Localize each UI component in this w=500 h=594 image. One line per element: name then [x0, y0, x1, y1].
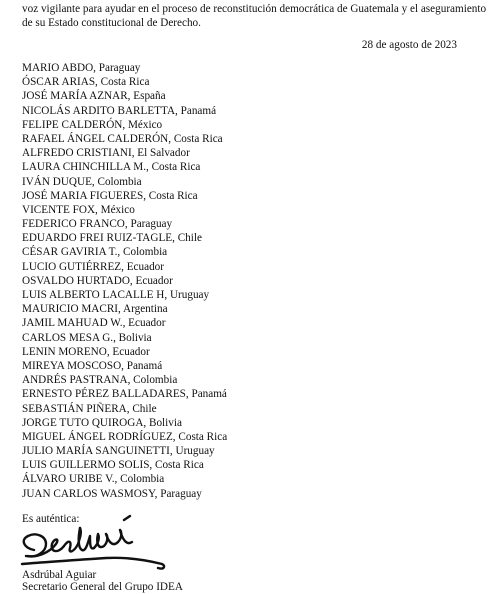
signatory-item: ÁLVARO URIBE V., Colombia — [22, 473, 165, 486]
signatory-item: RAFAEL ÁNGEL CALDERÓN, Costa Rica — [22, 132, 223, 145]
signatory-item: ERNESTO PÉREZ BALLADARES, Panamá — [22, 388, 227, 401]
document-date: 28 de agosto de 2023 — [361, 39, 457, 51]
signatory-item: LUIS ALBERTO LACALLE H, Uruguay — [22, 289, 210, 301]
intro-paragraph: voz vigilante para ayudar en el proceso de reconstitución democrática de Guatemala y el aseguramiento de su Estado constitucional de Derecho. — [22, 3, 487, 29]
signatory-item: CÉSAR GAVIRIA T., Colombia — [22, 246, 168, 259]
signatory-item: NICOLÁS ARDITO BARLETTA, Panamá — [22, 104, 217, 117]
signatory-item: OSVALDO HURTADO, Ecuador — [22, 274, 173, 287]
signatory-item: ANDRÉS PASTRANA, Colombia — [22, 374, 178, 387]
signatory-item: MAURICIO MACRI, Argentina — [22, 303, 168, 316]
signatory-item: ALFREDO CRISTIANI, El Salvador — [22, 147, 190, 160]
signatory-list — [22, 61, 227, 501]
signatory-item: IVÁN DUQUE, Colombia — [22, 175, 142, 188]
signatory-item: LUIS GUILLERMO SOLIS, Costa Rica — [22, 459, 204, 472]
signatory-item: JOSÉ MARIA FIGUERES, Costa Rica — [22, 189, 198, 202]
signatory-item: JULIO MARÍA SANGUINETTI, Uruguay — [22, 445, 215, 458]
handwritten-signature — [16, 512, 176, 574]
signatory-item: EDUARDO FREI RUIZ-TAGLE, Chile — [22, 232, 202, 245]
signatory-item: CARLOS MESA G., Bolivia — [22, 331, 152, 344]
signatory-item: MIREYA MOSCOSO, Panamá — [22, 359, 163, 372]
signatory-item: FEDERICO FRANCO, Paraguay — [22, 218, 173, 231]
signatory-item: ÓSCAR ARIAS, Costa Rica — [22, 76, 150, 89]
signatory-item: LAURA CHINCHILLA M., Costa Rica — [22, 161, 201, 174]
signatory-item: JAMIL MAHUAD W., Ecuador — [22, 317, 166, 330]
signer-title: Secretario General del Grupo IDEA — [22, 581, 183, 593]
signatory-item: SEBASTIÁN PIÑERA, Chile — [22, 402, 157, 415]
signer-name: Asdrúbal Aguiar — [22, 569, 97, 581]
signatory-item: JOSÉ MARÍA AZNAR, España — [22, 90, 166, 103]
signatory-item: JORGE TUTO QUIROGA, Bolivia — [22, 416, 182, 429]
signatory-item: FELIPE CALDERÓN, México — [22, 118, 163, 131]
signatory-item: MARIO ABDO, Paraguay — [22, 62, 141, 74]
signatory-item: JUAN CARLOS WASMOSY, Paraguay — [22, 487, 202, 500]
signatory-item: MIGUEL ÁNGEL RODRÍGUEZ, Costa Rica — [22, 430, 228, 443]
signatory-item: LENIN MORENO, Ecuador — [22, 345, 150, 358]
signatory-item: LUCIO GUTIÉRREZ, Ecuador — [22, 260, 164, 273]
signatory-item: VICENTE FOX, México — [22, 203, 135, 216]
authentic-label: Es auténtica: — [22, 513, 80, 525]
